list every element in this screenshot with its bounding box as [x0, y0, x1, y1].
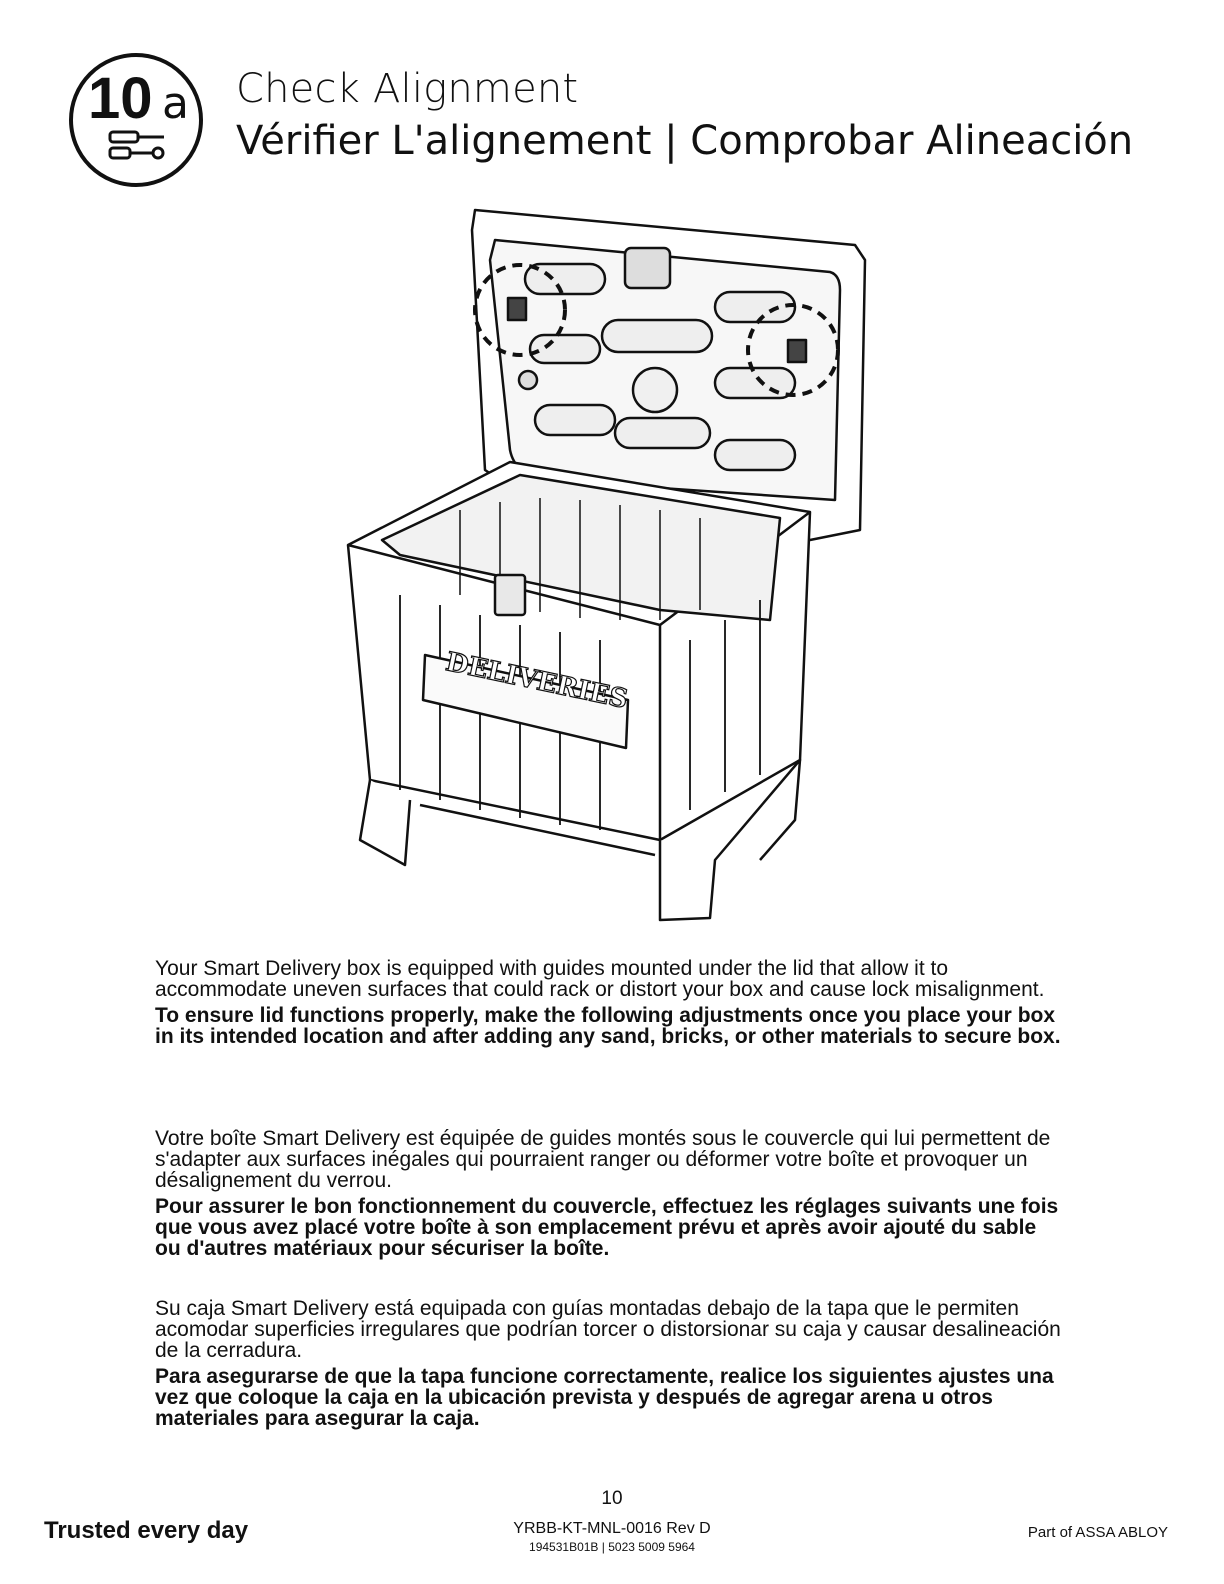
section-spanish [155, 1298, 1065, 1429]
section-french [155, 1128, 1065, 1259]
footer-brand: Part of ASSA ABLOY [1027, 1524, 1168, 1541]
footer-tagline: Trusted every day [44, 1517, 249, 1544]
doc-id: YRBB-KT-MNL-0016 Rev D [513, 1520, 711, 1537]
section-en-bold: To ensure lid functions properly, make the following adjustments once you place your box in its intended location and after adding any sand, bricks, or other materials to secure box. [155, 1004, 1061, 1048]
tools-icon [110, 132, 164, 158]
step-letter: a [162, 78, 189, 129]
step-number: 10 [88, 66, 153, 131]
section-es-normal: Su caja Smart Delivery está equipada con guías montadas debajo de la tapa que le permiten acomodar superficies irregulares que podrían torcer o distorsionar su caja y causar desalineación de la cerradura. [155, 1297, 1061, 1362]
box-label: DELIVERIES [443, 647, 631, 715]
section-en-normal: Your Smart Delivery box is equipped with guides mounted under the lid that allow it to accommodate uneven surfaces that could rack or distort your box and cause lock misalignment. [155, 957, 1045, 1001]
step-title-en: Check Alignment [236, 66, 579, 112]
section-english [155, 958, 1065, 1047]
page-number: 10 [601, 1488, 623, 1509]
section-fr-bold: Pour assurer le bon fonctionnement du couvercle, effectuez les réglages suivants une fois que vous avez placé votre boîte à son emplacement prévu et après avoir ajouté du sable ou d'autres matériaux pour sécuriser la boîte. [155, 1195, 1059, 1260]
section-es-bold: Para asegurarse de que la tapa funcione correctamente, realice los siguientes ajustes una vez que coloque la caja en la ubicación prevista y después de agregar arena u otros materiales para asegurar la caja. [155, 1365, 1054, 1430]
doc-sub-id: 194531B01B | 5023 5009 5964 [529, 1540, 695, 1554]
step-badge [68, 52, 204, 188]
step-title-fr-es: Vérifier L'alignement | Comprobar Alineación [236, 118, 1134, 164]
section-fr-normal: Votre boîte Smart Delivery est équipée de guides montés sous le couvercle qui lui permettent de s'adapter aux surfaces inégales qui pourraient ranger ou déformer votre boîte et provoquer un désalignement du verrou. [155, 1127, 1051, 1192]
open-delivery-box-illustration [330, 200, 890, 940]
